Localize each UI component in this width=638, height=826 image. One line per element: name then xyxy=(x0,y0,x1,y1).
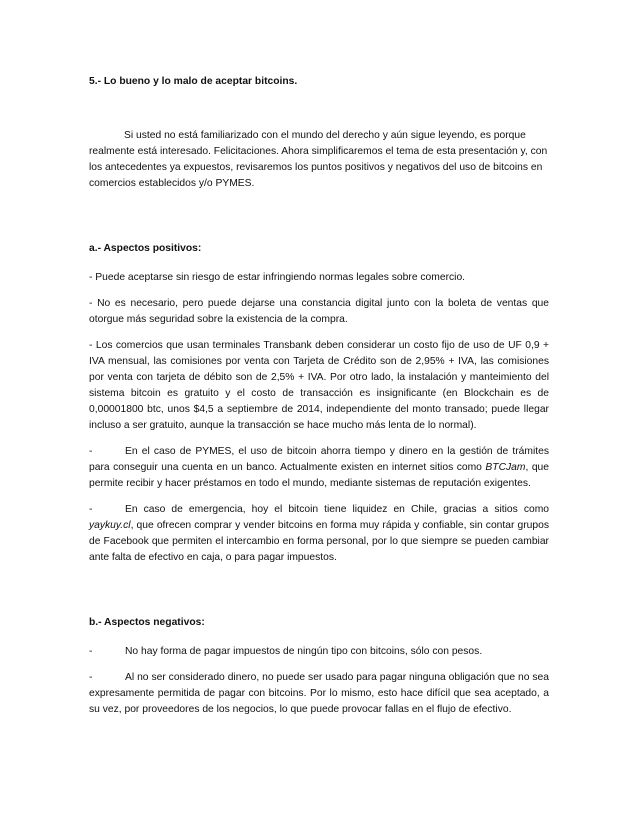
positive-item-4 xyxy=(89,444,549,492)
negative-item-2-text: Al no ser considerado dinero, no puede ser usado para pagar ninguna obligación que no sea expresamente permitida de pagar con bitcoins. Por lo mismo, esto hace difícil que sea aceptado, a su vez, por proveedores de los negocios, lo que puede provocar fallas en el flujo de efectivo. xyxy=(89,672,549,715)
positive-item-2: - No es necesario, pero puede dejarse una constancia digital junto con la boleta de ventas que otorgue más seguridad sobre la existencia de la compra. xyxy=(89,298,549,325)
positive-item-5-text: En caso de emergencia, hoy el bitcoin tiene liquidez en Chile, gracias a sitios como xyxy=(125,504,549,515)
positive-item-5-text-end: , que ofrecen comprar y vender bitcoins en forma muy rápida y confiable, sin contar grupos de Facebook que permiten el intercambio en forma personal, por lo que siempre se pueden cambiar ante falta de efectivo en caja, o para pagar impuestos. xyxy=(89,520,549,563)
list-dash: - xyxy=(89,504,93,515)
section-title: 5.- Lo bueno y lo malo de aceptar bitcoins. xyxy=(89,76,298,87)
positive-item-1: - Puede aceptarse sin riesgo de estar infringiendo normas legales sobre comercio. xyxy=(89,272,466,283)
list-dash: - xyxy=(89,646,93,657)
negative-aspects-heading: b.- Aspectos negativos: xyxy=(89,617,205,628)
negative-item-1 xyxy=(89,644,549,660)
negative-item-1-text: No hay forma de pagar impuestos de ningún tipo con bitcoins, sólo con pesos. xyxy=(125,646,483,657)
intro-paragraph: Si usted no está familiarizado con el mundo del derecho y aún sigue leyendo, es porque realmente está interesado. Felicitaciones. Ahora simplificaremos el tema de esta presentación y, con los antecedentes ya expuestos, revisaremos los puntos positivos y negativos del uso de bitcoins en comercios establecidos y/o PYMES. xyxy=(89,130,548,189)
document-body xyxy=(89,74,549,718)
negative-item-2 xyxy=(89,670,549,718)
positive-item-4-text-end: , que permite recibir y hacer préstamos en todo el mundo, mediante sistemas de reputación exigentes. xyxy=(89,462,549,489)
yaykuy-name: yaykuy.cl xyxy=(89,520,131,531)
list-dash: - xyxy=(89,446,93,457)
positive-item-4-text: En el caso de PYMES, el uso de bitcoin ahorra tiempo y dinero en la gestión de trámites para conseguir una cuenta en un banco. Actualmente existen en internet sitios como xyxy=(89,446,549,473)
positive-item-5 xyxy=(89,502,549,566)
positive-item-3: - Los comercios que usan terminales Transbank deben considerar un costo fijo de uso de UF 0,9 + IVA mensual, las comisiones por venta con Tarjeta de Crédito son de 2,95% + IVA, las comisiones por venta con tarjeta de débito son de 2,5% + IVA. Por otro lado, la instalación y manteimiento del sistema bitcoin es gratuito y el costo de transacción es insignificante (en Blockchain es de 0,00001800 btc, unos $4,5 a septiembre de 2014, independiente del monto transado; puede llegar incluso a ser gratuito, aunque la transacción se hace mucho más lenta de lo normal). xyxy=(89,340,549,431)
btcjam-name: BTCJam xyxy=(485,462,526,473)
list-dash: - xyxy=(89,672,93,683)
positive-aspects-heading: a.- Aspectos positivos: xyxy=(89,243,202,254)
